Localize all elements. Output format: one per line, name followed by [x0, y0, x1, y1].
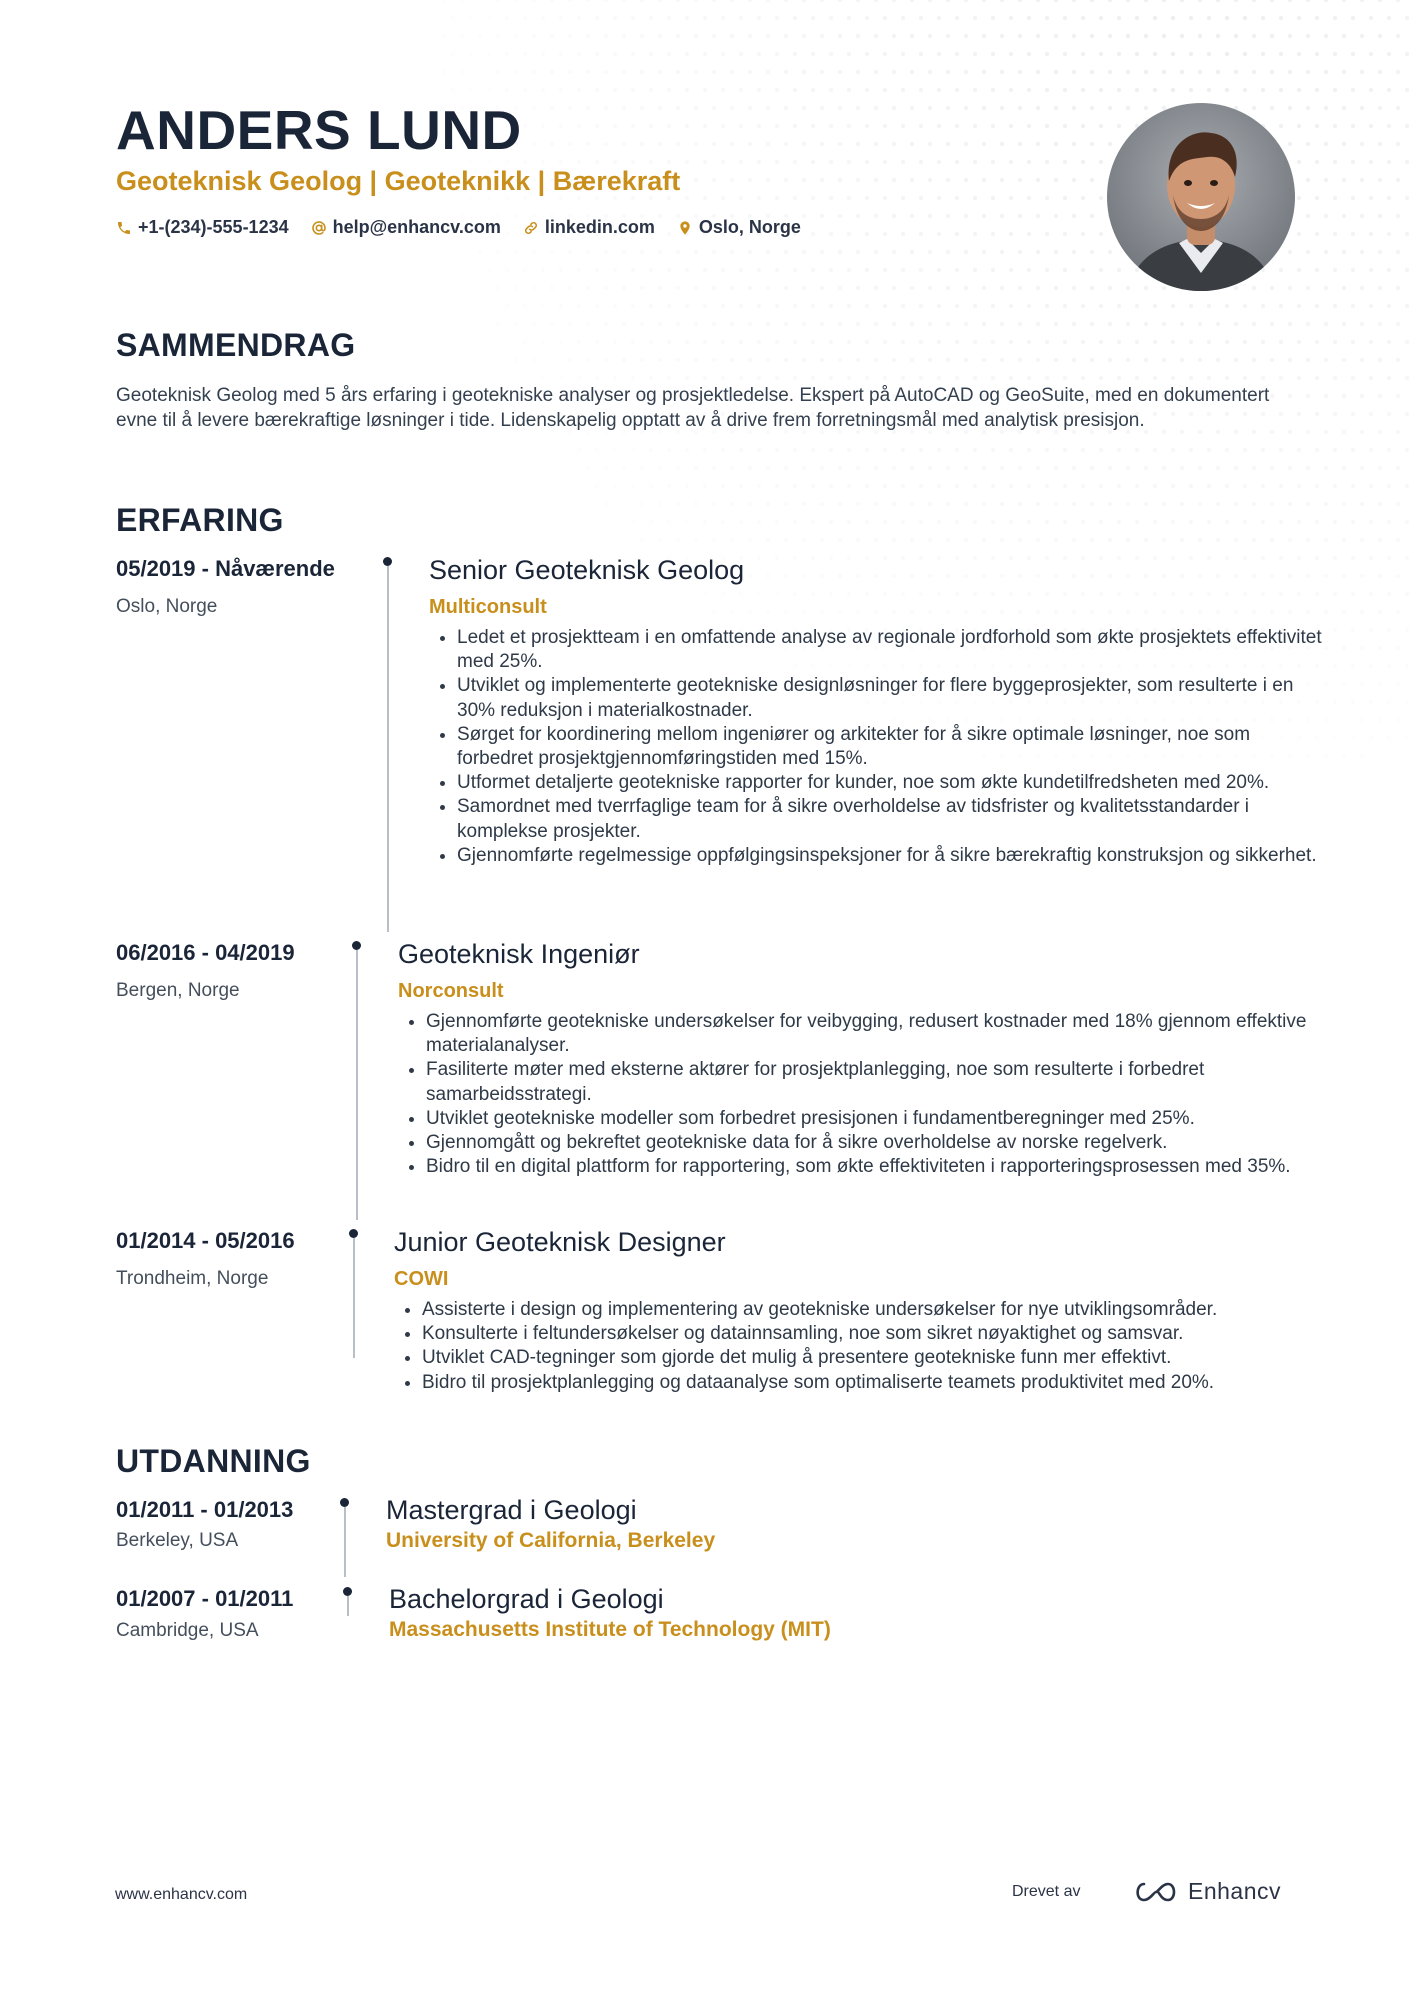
contact-email[interactable]: [311, 217, 501, 238]
experience-location: Trondheim, Norge: [116, 1268, 269, 1289]
bullet-item: • Ledet et prosjektteam i en omfattende analyse av regionale jordforhold som økte prosjektets effektivitet med 25%.: [457, 626, 1327, 674]
phone-icon: [116, 220, 132, 236]
bullet-item: • Bidro til prosjektplanlegging og dataanalyse som optimaliserte teamets produktivitet med 20%.: [422, 1371, 1332, 1395]
experience-dates: 05/2019 - Nåværende: [116, 556, 335, 581]
timeline-line: [347, 1596, 349, 1616]
bullet-item: • Gjennomførte regelmessige oppfølgingsinspeksjoner for å sikre bærekraftig konstruksjon og sikkerhet.: [457, 844, 1327, 868]
link-icon: [523, 220, 539, 236]
contact-location: [677, 217, 801, 238]
map-pin-icon: [677, 220, 693, 236]
degree-title: Mastergrad i Geologi: [386, 1495, 637, 1525]
education-location: Cambridge, USA: [116, 1620, 259, 1641]
linkedin-text: linkedin.com: [544, 217, 655, 237]
summary-heading: SAMMENDRAG: [116, 327, 356, 363]
job-bullets: [429, 626, 1327, 868]
profile-photo: [1107, 103, 1295, 291]
job-bullets: [394, 1298, 1332, 1395]
experience-heading: ERFARING: [116, 502, 284, 538]
candidate-name: ANDERS LUND: [116, 99, 522, 161]
timeline-line: [344, 1507, 346, 1577]
bullet-item: • Samordnet med tverrfaglige team for å sikre overholdelse av tidsfrister og kvalitetsstandarder i komplekse prosjekter.: [457, 795, 1327, 843]
timeline-line: [387, 566, 389, 932]
bullet-item: • Utviklet geotekniske modeller som forbedret presisjonen i fundamentberegninger med 25%.: [426, 1107, 1326, 1131]
experience-location: Oslo, Norge: [116, 596, 218, 617]
timeline-dot: [343, 1587, 352, 1596]
email-text: help@enhancv.com: [332, 217, 501, 237]
contact-linkedin[interactable]: [523, 217, 655, 238]
school-name: Massachusetts Institute of Technology (MIT): [389, 1618, 831, 1641]
brand-name: Enhancv: [1188, 1878, 1282, 1904]
job-title: Junior Geoteknisk Designer: [394, 1227, 726, 1257]
bullet-item: • Gjennomgått og bekreftet geotekniske data for å sikre overholdelse av norske regelverk.: [426, 1131, 1326, 1155]
job-title: Senior Geoteknisk Geolog: [429, 555, 745, 585]
enhancv-logo[interactable]: [1132, 1878, 1281, 1905]
phone-text: +1-(234)-555-1234: [138, 217, 289, 237]
timeline-dot: [352, 941, 361, 950]
footer-powered-by: Drevet av: [1012, 1883, 1081, 1900]
experience-dates: 01/2014 - 05/2016: [116, 1228, 295, 1253]
company-name: Norconsult: [398, 980, 504, 1002]
timeline-dot: [340, 1498, 349, 1507]
education-dates: 01/2011 - 01/2013: [116, 1497, 294, 1522]
location-text: Oslo, Norge: [698, 217, 801, 237]
education-location: Berkeley, USA: [116, 1530, 239, 1551]
job-title: Geoteknisk Ingeniør: [398, 939, 640, 969]
school-name: University of California, Berkeley: [386, 1529, 716, 1552]
infinity-logo-icon: [1132, 1880, 1178, 1904]
bullet-item: • Konsulterte i feltundersøkelser og datainnsamling, noe som sikret nøyaktighet og samsvar.: [422, 1322, 1332, 1346]
timeline-dot: [383, 557, 392, 566]
timeline-line: [356, 950, 358, 1220]
degree-title: Bachelorgrad i Geologi: [389, 1584, 664, 1614]
company-name: Multiconsult: [429, 596, 547, 618]
at-sign-icon: [311, 220, 327, 236]
bullet-item: • Gjennomførte geotekniske undersøkelser for veibygging, redusert kostnader med 18% gjennom effektive materialanalyser.: [426, 1010, 1326, 1058]
bullet-item: • Fasiliterte møter med eksterne aktører for prosjektplanlegging, noe som resulterte i forbedret samarbeidsstrategi.: [426, 1058, 1326, 1106]
summary-text: Geoteknisk Geolog med 5 års erfaring i geotekniske analyser og prosjektledelse. Ekspert på AutoCAD og GeoSuite, med en dokumentert evne til å levere bærekraftige løsninger i tide. Lidenskapelig opptatt av å drive frem forretningsmål med analytisk presisjon.: [116, 385, 1270, 431]
bullet-item: • Utviklet og implementerte geotekniske designløsninger for flere byggeprosjekter, som resulterte i en 30% reduksjon i materialkostnader.: [457, 674, 1327, 722]
candidate-tagline: Geoteknisk Geolog | Geoteknikk | Bærekraft: [116, 166, 681, 196]
timeline-line: [353, 1238, 355, 1358]
bullet-item: • Assisterte i design og implementering av geotekniske undersøkelser for nye utviklingsområder.: [422, 1298, 1332, 1322]
contact-phone[interactable]: [116, 217, 289, 238]
bullet-item: • Sørget for koordinering mellom ingeniører og arkitekter for å sikre optimale løsninger, noe som forbedret prosjektgjennomføringstiden med 15%.: [457, 723, 1327, 771]
contact-bar: [116, 217, 801, 238]
education-dates: 01/2007 - 01/2011: [116, 1586, 294, 1611]
bullet-item: • Utformet detaljerte geotekniske rapporter for kunder, noe som økte kundetilfredsheten med 20%.: [457, 771, 1327, 795]
education-heading: UTDANNING: [116, 1443, 311, 1479]
experience-dates: 06/2016 - 04/2019: [116, 940, 295, 965]
timeline-dot: [349, 1229, 358, 1238]
job-bullets: [398, 1010, 1326, 1179]
experience-location: Bergen, Norge: [116, 980, 240, 1001]
bullet-item: • Utviklet CAD-tegninger som gjorde det mulig å presentere geotekniske funn mer effektivt.: [422, 1346, 1332, 1370]
footer-website-link[interactable]: www.enhancv.com: [115, 1886, 248, 1903]
company-name: COWI: [394, 1268, 449, 1290]
bullet-item: • Bidro til en digital plattform for rapportering, som økte effektiviteten i rapporteringsprosessen med 35%.: [426, 1155, 1326, 1179]
